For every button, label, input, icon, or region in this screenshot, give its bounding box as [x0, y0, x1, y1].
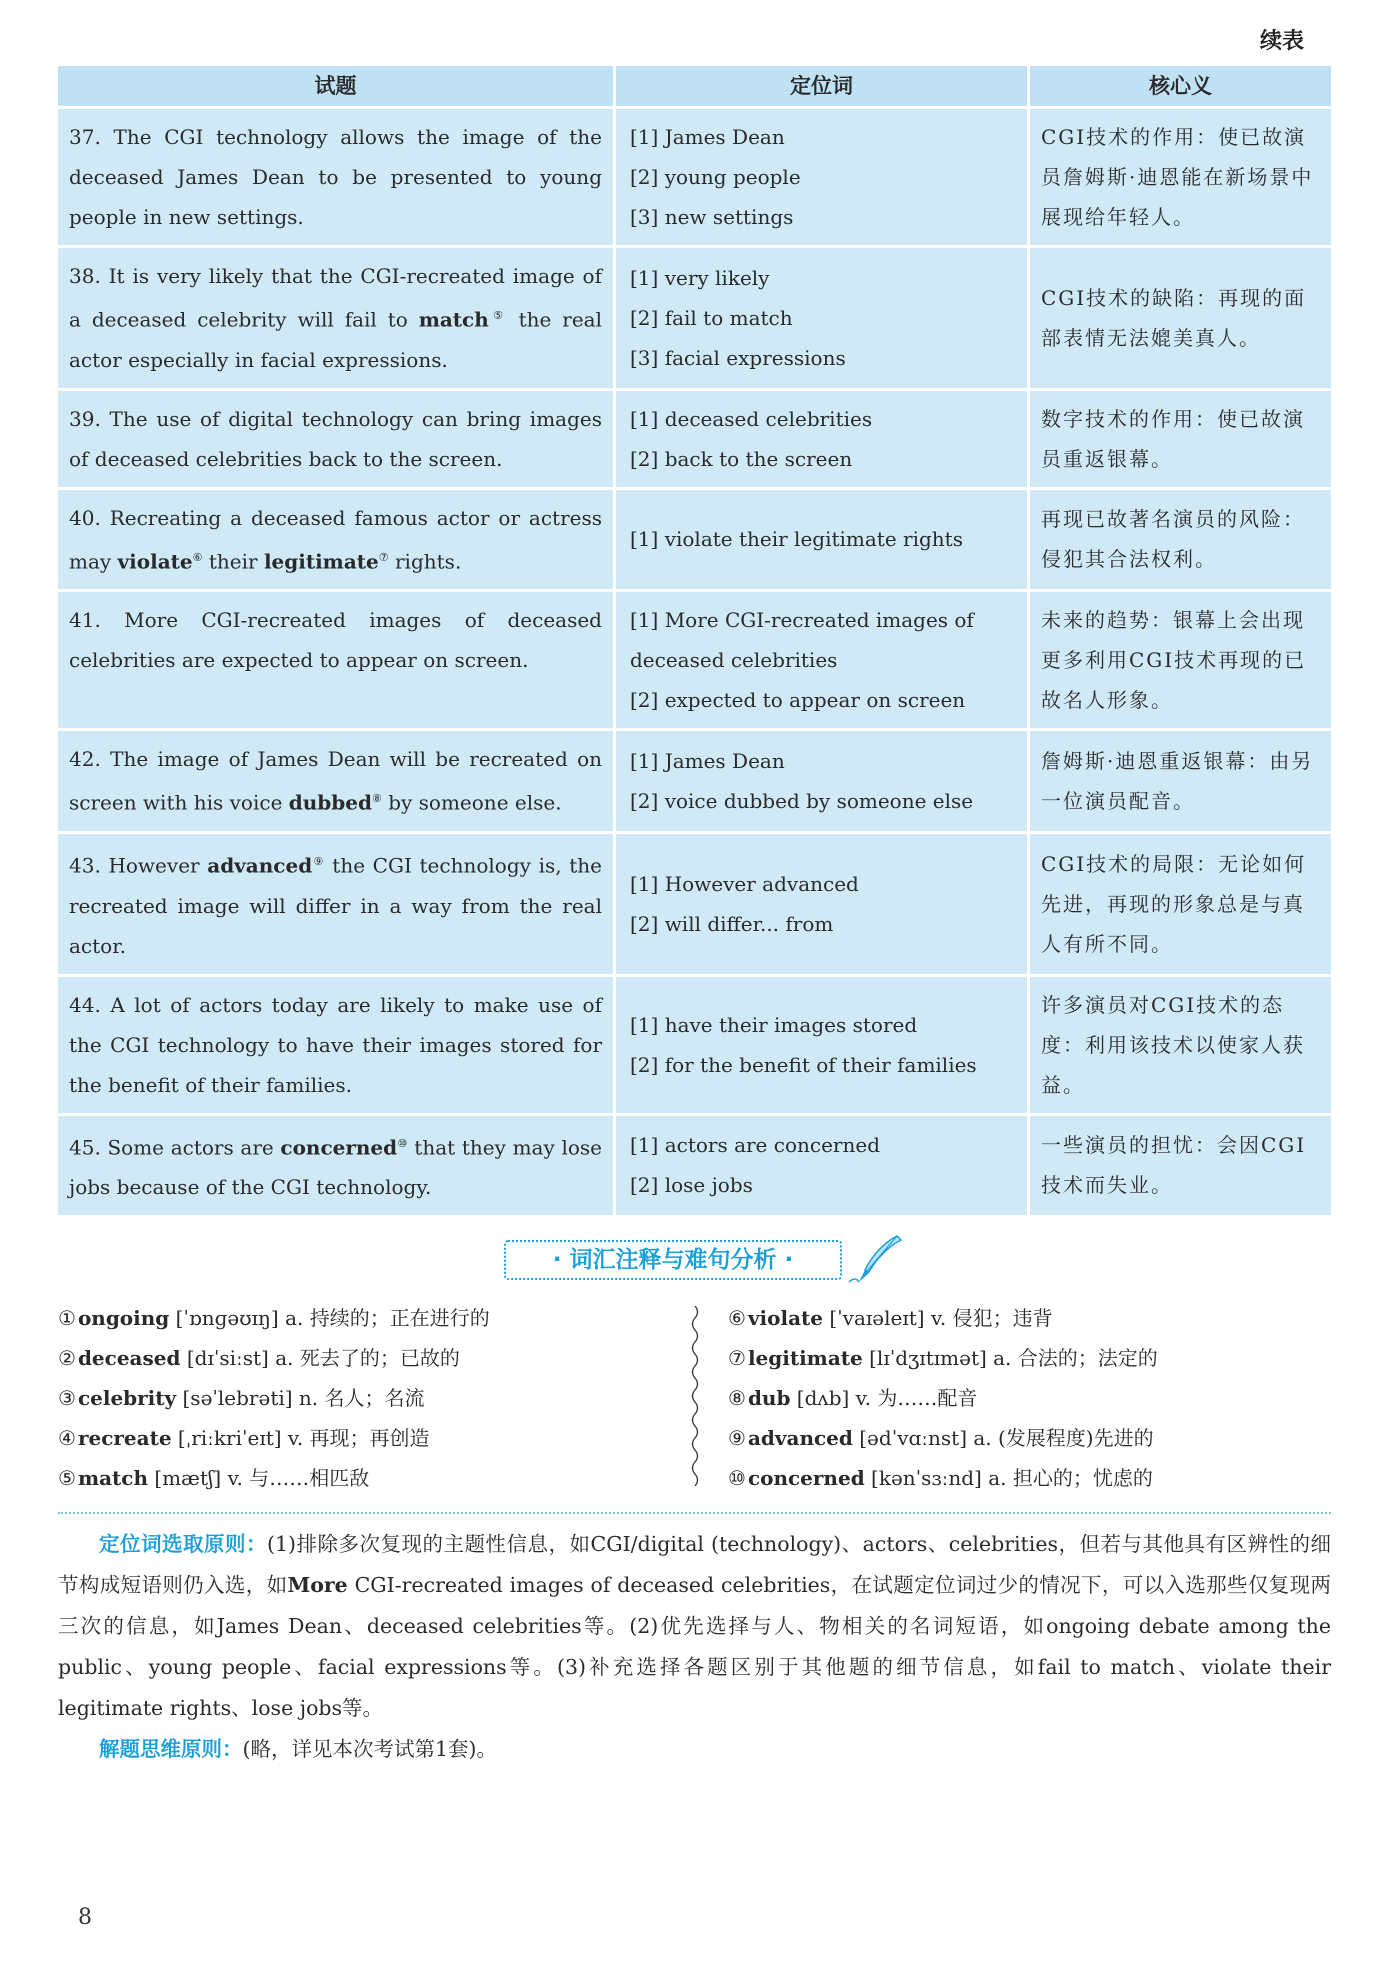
question-cell	[58, 1116, 613, 1216]
quill-pen-icon	[845, 1232, 905, 1288]
question-cell	[58, 490, 613, 590]
keyword-item: [2] back to the screen	[630, 446, 853, 471]
vocab-definition: [lɪˈdʒɪtɪmət] a. 合法的；法定的	[862, 1346, 1158, 1370]
notes-block	[58, 1524, 1331, 1770]
meaning-text: 再现已故著名演员的风险：侵犯其合法权利。	[1041, 507, 1305, 572]
keyword-item: [1] violate their legitimate rights	[630, 527, 963, 552]
vocab-definition: [ədˈvɑːnst] a. (发展程度)先进的	[852, 1426, 1154, 1450]
page-number: 8	[78, 1905, 92, 1930]
vocab-number: ⑨	[728, 1426, 746, 1450]
vocab-word: recreate	[77, 1426, 172, 1450]
question-text: the real actor especially in facial expressions.	[69, 307, 602, 372]
question-text: 41. More CGI-recreated images of deceased celebrities are expected to appear on screen.	[69, 608, 602, 673]
bold-vocab-word: concerned	[280, 1135, 398, 1160]
question-cell	[58, 977, 613, 1113]
vocab-definition: [dɪˈsiːst] a. 死去了的；已故的	[180, 1346, 460, 1370]
meaning-cell	[1030, 391, 1331, 487]
vocab-word: advanced	[747, 1426, 853, 1450]
vocab-word: legitimate	[747, 1346, 863, 1370]
vocab-note-marker: ⑦	[378, 550, 389, 564]
wavy-divider	[690, 1306, 700, 1486]
meaning-cell	[1030, 977, 1331, 1113]
question-text: 38. It is very likely that the CGI-recreated image of a deceased celebrity will fail to	[69, 264, 602, 332]
keywords-cell	[616, 977, 1027, 1113]
keyword-item: [2] for the benefit of their families	[630, 1052, 977, 1077]
header-meaning: 核心义	[1030, 66, 1331, 106]
vocab-word: celebrity	[77, 1386, 177, 1410]
question-text: 37. The CGI technology allows the image of the deceased James Dean to be presented to young people in new settings.	[69, 125, 602, 229]
question-cell	[58, 731, 613, 831]
meaning-text: 未来的趋势：银幕上会出现更多利用CGI技术再现的已故名人形象。	[1041, 608, 1307, 713]
keyword-item: [2] fail to match	[630, 305, 793, 330]
question-text: 43. However	[69, 853, 208, 878]
thinking-principle-paragraph	[58, 1729, 1331, 1770]
vocab-word: concerned	[747, 1466, 865, 1490]
meaning-cell	[1030, 592, 1331, 728]
keyword-item: [2] young people	[630, 165, 801, 189]
bold-vocab-word: legitimate	[263, 549, 379, 574]
meaning-cell	[1030, 109, 1331, 245]
bold-vocab-word: match	[418, 307, 489, 332]
vocab-number: ②	[58, 1346, 76, 1370]
vocab-word: violate	[747, 1306, 824, 1330]
bold-vocab-word: violate	[117, 549, 193, 574]
bold-vocab-word: dubbed	[288, 790, 372, 815]
keyword-item: [1] actors are concerned	[630, 1133, 880, 1158]
vocab-entry	[728, 1418, 1158, 1458]
vocab-number: ⑩	[728, 1466, 746, 1490]
header-keywords: 定位词	[616, 66, 1027, 106]
keyword-principle-bold: More	[287, 1573, 348, 1597]
vocab-definition: [ˈɒnɡəʊɪŋ] a. 持续的；正在进行的	[169, 1306, 490, 1330]
meaning-text: 数字技术的作用：使已故演员重返银幕。	[1041, 406, 1305, 471]
meaning-text: CGI技术的局限：无论如何先进，再现的形象总是与真人有所不同。	[1041, 851, 1307, 956]
meaning-text: CGI技术的缺陷：再现的面部表情无法媲美真人。	[1041, 285, 1307, 350]
vocab-definition: [ˈvaɪəleɪt] v. 侵犯；违背	[823, 1306, 1053, 1330]
keyword-principle-text-cont: CGI-recreated images of deceased celebrities，在试题定位词过少的情况下，可以入选那些仅复现两三次的信息，如James Dean、deceased celebrities等。(2)优先选择与人、物相关的名词短语，如ongoing debate among the public、young people、facial expressions等。(3)补充选择各题区别于其他题的细节信息，如fail to match、violate their legitimate rights、lose jobs等。	[58, 1573, 1331, 1720]
vocab-entry	[58, 1378, 490, 1418]
question-cell	[58, 109, 613, 245]
vocab-word: dub	[747, 1386, 791, 1410]
keyword-principle-paragraph	[58, 1524, 1331, 1729]
vocab-entry	[58, 1338, 490, 1378]
vocab-number: ⑧	[728, 1386, 746, 1410]
question-cell	[58, 248, 613, 388]
vocab-definition: [dʌb] v. 为……配音	[790, 1386, 978, 1410]
keyword-principle-label: 定位词选取原则：	[99, 1532, 267, 1556]
meaning-cell	[1030, 490, 1331, 590]
keywords-cell	[616, 490, 1027, 590]
keyword-item: [3] facial expressions	[630, 345, 846, 370]
vocab-section-title: · 词汇注释与难句分析 ·	[504, 1240, 842, 1280]
vocab-word: ongoing	[77, 1306, 170, 1330]
keywords-cell	[616, 248, 1027, 388]
vocab-note-marker: ⑧	[371, 792, 382, 806]
vocab-definition: [kənˈsɜːnd] a. 担心的；忧虑的	[864, 1466, 1153, 1490]
meaning-cell	[1030, 731, 1331, 831]
thinking-principle-label: 解题思维原则：	[99, 1737, 243, 1761]
keyword-item: [1] have their images stored	[630, 1012, 918, 1037]
thinking-principle-text: (略，详见本次考试第1套)。	[242, 1737, 498, 1761]
question-cell	[58, 391, 613, 487]
meaning-text: CGI技术的作用：使已故演员詹姆斯·迪恩能在新场景中展现给年轻人。	[1041, 125, 1314, 229]
question-text: that they may lose jobs because of the CGI technology.	[69, 1135, 602, 1200]
vocab-entry	[58, 1418, 490, 1458]
keyword-item: [2] lose jobs	[630, 1173, 753, 1198]
meaning-cell	[1030, 1116, 1331, 1216]
question-cell	[58, 592, 613, 728]
continuation-label: 续表	[1259, 29, 1304, 54]
vocab-definition: [mætʃ] v. 与……相匹敌	[148, 1466, 370, 1490]
section-divider	[58, 1512, 1331, 1514]
keyword-item: [1] deceased celebrities	[630, 406, 873, 431]
keyword-item: [1] very likely	[630, 265, 770, 290]
vocab-entry	[728, 1298, 1158, 1338]
vocab-word: deceased	[77, 1346, 181, 1370]
vocab-list-left	[58, 1298, 490, 1498]
vocab-number: ③	[58, 1386, 76, 1410]
meaning-cell	[1030, 248, 1331, 388]
question-table	[58, 66, 1331, 1215]
vocab-note-marker: ⑥	[192, 550, 203, 564]
keyword-item: [2] will differ... from	[630, 911, 834, 936]
vocab-entry	[728, 1378, 1158, 1418]
keywords-cell	[616, 834, 1027, 974]
keywords-cell	[616, 731, 1027, 831]
keywords-cell	[616, 1116, 1027, 1216]
vocab-word: match	[77, 1466, 149, 1490]
vocab-entry	[58, 1458, 490, 1498]
meaning-text: 一些演员的担忧：会因CGI技术而失业。	[1041, 1133, 1307, 1198]
question-text: their	[202, 549, 264, 574]
vocab-definition: [səˈlebrəti] n. 名人；名流	[176, 1386, 425, 1410]
keyword-item: [1] More CGI-recreated images of deceased celebrities	[630, 608, 974, 673]
vocab-entry	[58, 1298, 490, 1338]
keywords-cell	[616, 391, 1027, 487]
vocab-list-right	[728, 1298, 1158, 1498]
vocab-definition: [ˌriːkriˈeɪt] v. 再现；再创造	[171, 1426, 430, 1450]
meaning-cell	[1030, 834, 1331, 974]
vocab-entry	[728, 1458, 1158, 1498]
vocab-number: ④	[58, 1426, 76, 1450]
vocab-number: ⑦	[728, 1346, 746, 1370]
meaning-text: 许多演员对CGI技术的态度：利用该技术以使家人获益。	[1041, 992, 1305, 1097]
vocab-note-marker: ⑩	[397, 1136, 408, 1150]
header-question: 试题	[58, 66, 613, 106]
keyword-item: [1] However advanced	[630, 871, 859, 896]
question-cell	[58, 834, 613, 974]
question-text: rights.	[388, 549, 462, 574]
vocab-number: ⑥	[728, 1306, 746, 1330]
question-text: 45. Some actors are	[69, 1135, 281, 1160]
question-text: 44. A lot of actors today are likely to make use of the CGI technology to have their images stored for the benefit of their families.	[69, 992, 602, 1097]
meaning-text: 詹姆斯·迪恩重返银幕：由另一位演员配音。	[1041, 749, 1314, 814]
keyword-item: [2] expected to appear on screen	[630, 688, 966, 713]
vocab-number: ①	[58, 1306, 76, 1330]
question-text: by someone else.	[381, 790, 562, 815]
keyword-item: [1] James Dean	[630, 125, 785, 149]
vocab-note-marker: ⑨	[312, 854, 325, 868]
bold-vocab-word: advanced	[207, 853, 313, 878]
question-text: the CGI technology is, the recreated image will differ in a way from the real actor.	[69, 853, 602, 958]
keyword-principle-text: (1)排除多次复现的主题性信息，如CGI/digital (technology)、actors、celebrities，但若与其他具有区辨性的细节构成短语则仍入选，如	[58, 1532, 1331, 1597]
vocab-entry	[728, 1338, 1158, 1378]
vocab-number: ⑤	[58, 1466, 76, 1490]
question-text: 40. Recreating a deceased famous actor or actress may	[69, 505, 602, 574]
keyword-item: [3] new settings	[630, 205, 794, 229]
keyword-item: [2] voice dubbed by someone else	[630, 789, 974, 814]
keyword-item: [1] James Dean	[630, 749, 785, 774]
keywords-cell	[616, 592, 1027, 728]
keywords-cell	[616, 109, 1027, 245]
question-text: 42. The image of James Dean will be recreated on screen with his voice	[69, 747, 602, 815]
vocab-note-marker: ⑤	[488, 309, 508, 322]
question-text: 39. The use of digital technology can bring images of deceased celebrities back to the screen.	[69, 406, 602, 471]
